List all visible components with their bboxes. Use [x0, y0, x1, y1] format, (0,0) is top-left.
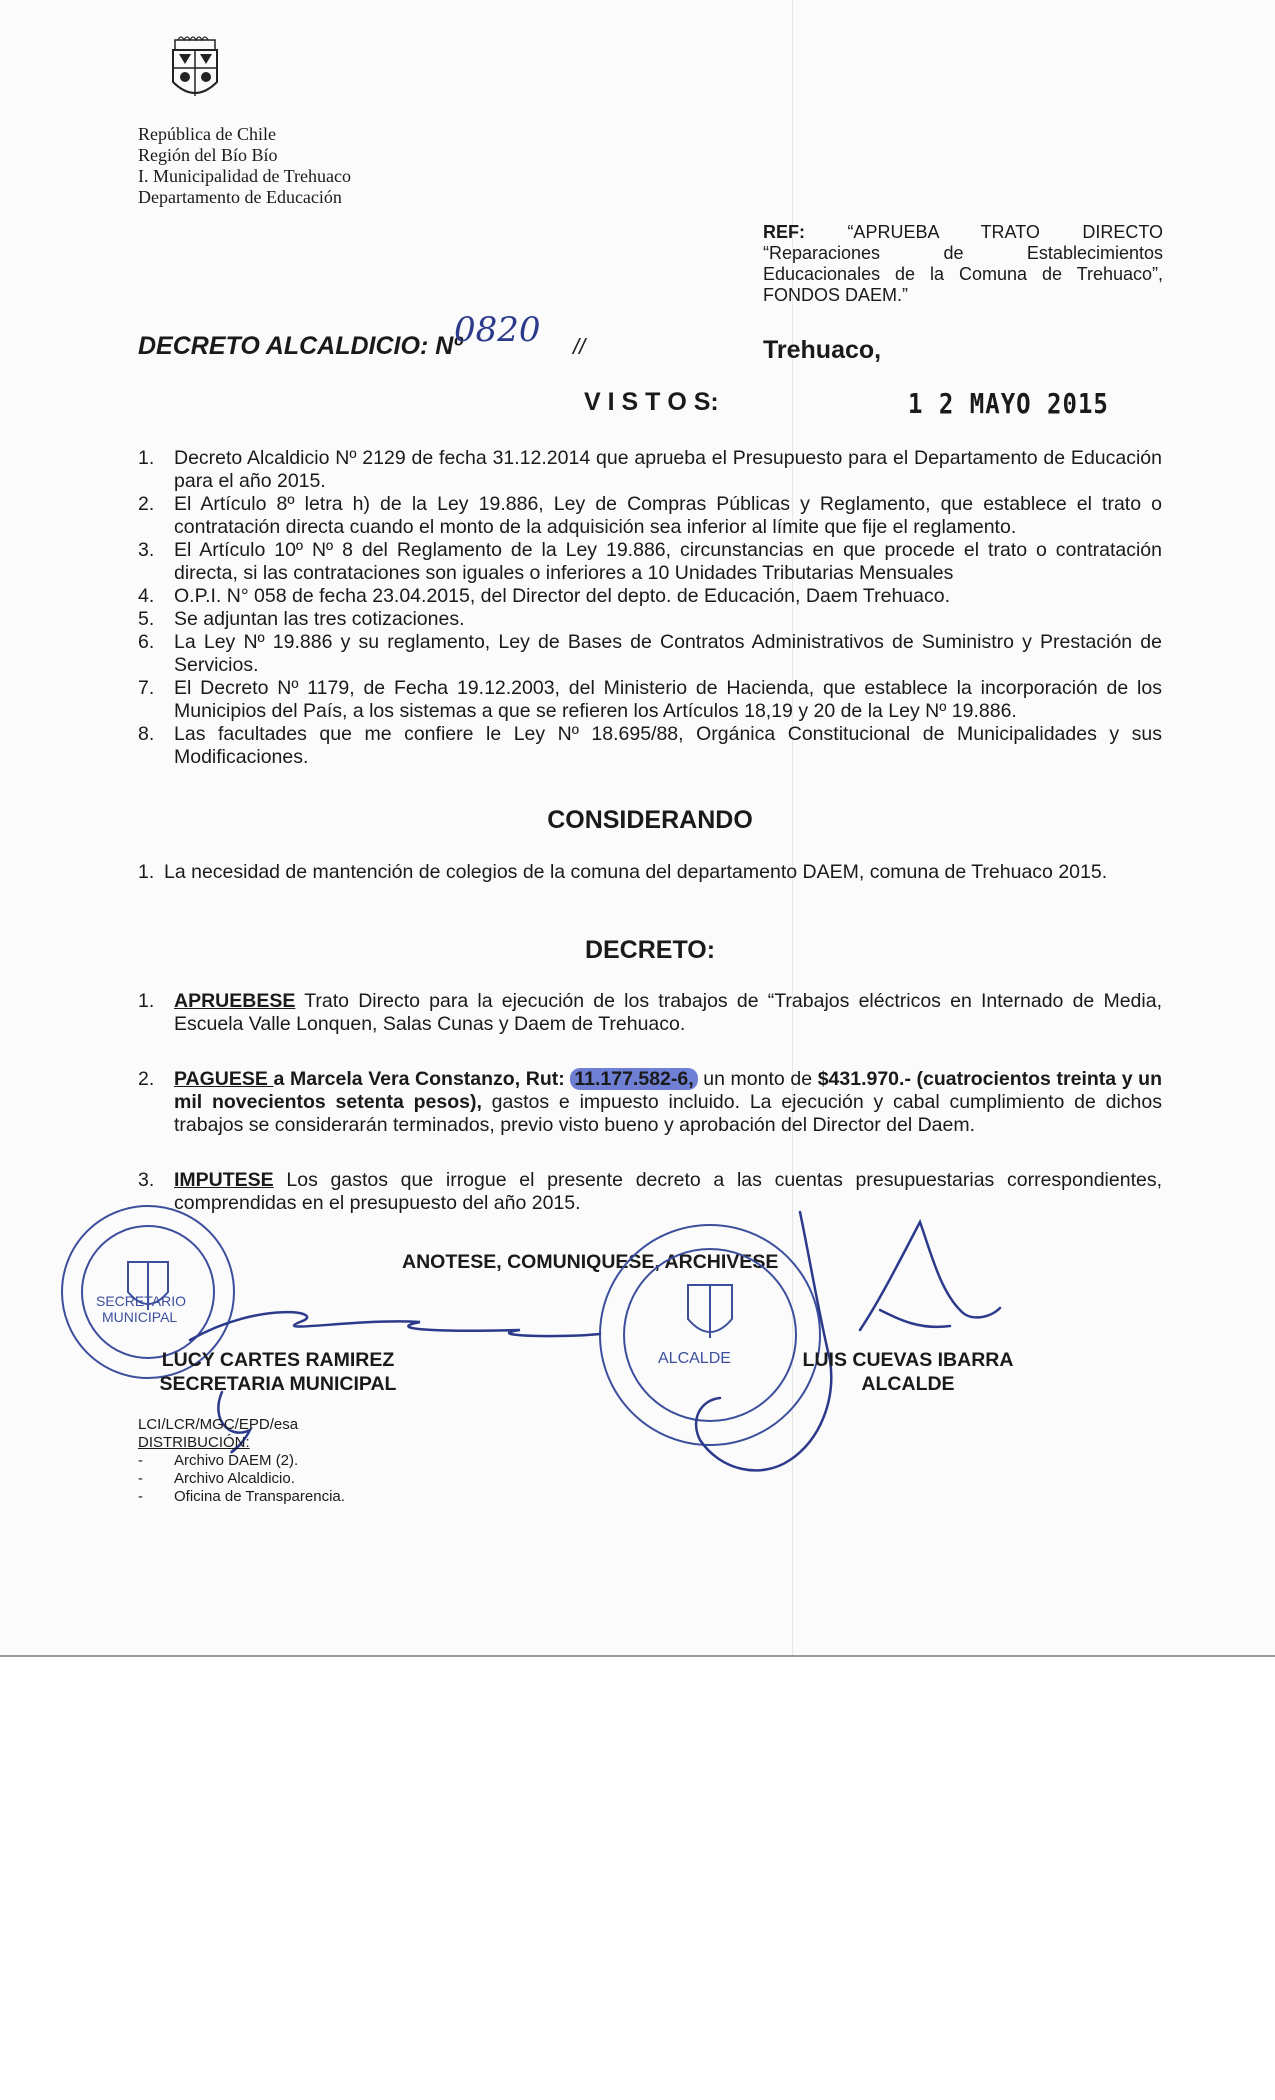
right-official-stamp — [600, 1225, 820, 1445]
list-item: - Archivo Alcaldicio. — [138, 1470, 295, 1487]
amount: $431.970.- (cuatrocientos treinta y un mil novecientos setenta pesos), — [174, 1068, 1163, 1113]
org-line-municipality: I. Municipalidad de Trehuaco — [138, 166, 351, 186]
decree-title: DECRETO ALCALDICIO: Nº — [138, 332, 463, 360]
list-item: 1. La necesidad de mantención de colegios de la comuna del departamento DAEM, comuna de Trehuaco 2015. — [138, 861, 1108, 883]
decreto-item-3: 3. IMPUTESE Los gastos que irrogue el presente decreto a las cuentas presupuestarias correspondientes, comprendidas en el presupuesto del año 2015. — [138, 1169, 1162, 1214]
decree-number-handwritten: 0820 — [454, 310, 541, 350]
decreto-item-2: 2. PAGUESE a Marcela Vera Constanzo, Rut: 11.177.582-6, un monto de $431.970.- (cuatrocientos treinta y un mil novecientos setenta pesos), gastos e impuesto incluido. La ejecución y cabal cumplimiento de dichos trabajos se considerarán terminados, previo visto bueno y aprobación del Director del Daem. — [138, 1068, 1163, 1136]
secretary-name: LUCY CARTES RAMIREZ — [161, 1349, 395, 1371]
paguese-label: PAGUESE — [174, 1068, 274, 1090]
imputese-label: IMPUTESE — [174, 1169, 274, 1191]
considerando-heading: CONSIDERANDO — [547, 806, 753, 834]
rut-highlight: 11.177.582-6, — [570, 1068, 697, 1090]
initials: LCI/LCR/MGC/EPD/esa — [138, 1416, 299, 1433]
org-line-department: Departamento de Educación — [138, 187, 342, 207]
mayor-role: ALCALDE — [861, 1373, 955, 1395]
list-item: 7. El Decreto Nº 1179, de Fecha 19.12.2003, del Ministerio de Hacienda, que establece la incorporación de los Municipios del País, a los sistemas a que se refieren los Artículos 18,19 y 20 de la Ley Nº 19.886. — [138, 677, 1162, 722]
list-item: 1. Decreto Alcaldicio Nº 2129 de fecha 31.12.2014 que aprueba el Presupuesto para el Departamento de Educación para el año 2015. — [138, 447, 1162, 492]
distribution-label: DISTRIBUCIÓN: — [138, 1434, 250, 1451]
ref-text: “APRUEBA TRATO DIRECTO “Reparaciones de Establecimientos Educacionales de la Comuna de Trehuaco”, FONDOS DAEM.” — [763, 222, 1163, 305]
ref-label: REF: — [763, 222, 805, 242]
list-item: 3. El Artículo 10º Nº 8 del Reglamento de la Ley 19.886, circunstancias en que procede el trato o contratación directa, si las contrataciones son iguales o inferiores a 10 Unidades Tributarias Mensuales — [138, 539, 1162, 584]
decreto-heading: DECRETO: — [584, 936, 716, 964]
org-line-region: Región del Bío Bío — [138, 145, 278, 165]
secretary-role: SECRETARIA MUNICIPAL — [159, 1373, 397, 1395]
org-line-country: República de Chile — [138, 124, 276, 144]
closing-formula: ANOTESE, COMUNIQUESE, ARCHIVESE — [402, 1251, 779, 1273]
date-stamp: 1 2 MAYO 2015 — [908, 387, 1109, 421]
footer — [138, 1416, 345, 1506]
apruebese-label: APRUEBESE — [174, 990, 296, 1012]
list-item: 5. Se adjuntan las tres cotizaciones. — [138, 608, 465, 630]
list-item: - Archivo DAEM (2). — [138, 1452, 299, 1469]
list-item: 2. El Artículo 8º letra h) de la Ley 19.886, Ley de Compras Públicas y Reglamento, que establece el trato o contratación directa cuando el monto de la adquisición sea inferior al límite que fije el reglamento. — [138, 493, 1162, 538]
list-item: - Oficina de Transparencia. — [138, 1488, 345, 1505]
list-item: 6. La Ley Nº 19.886 y su reglamento, Ley de Bases de Contratos Administrativos de Suministro y Prestación de Servicios. — [138, 631, 1162, 676]
signature-block-secretary — [138, 1348, 418, 1396]
vistos-heading: V I S T O S: — [584, 388, 719, 416]
signature-block-mayor — [768, 1348, 1048, 1396]
place-label: Trehuaco, — [763, 336, 882, 364]
left-stamp-line-1: SECRETARIO — [96, 1293, 186, 1309]
list-item: 8. Las facultades que me confiere le Ley Nº 18.695/88, Orgánica Constitucional de Municipalidades y sus Modificaciones. — [138, 723, 1162, 768]
list-item: 4. O.P.I. N° 058 de fecha 23.04.2015, del Director del depto. de Educación, Daem Trehuaco. — [138, 585, 951, 607]
right-signature — [696, 1212, 1000, 1470]
left-stamp-line-2: MUNICIPAL — [102, 1309, 178, 1325]
right-stamp-line: ALCALDE — [658, 1350, 731, 1367]
decreto-item-1: 1. APRUEBESE Trato Directo para la ejecución de los trabajos de “Trabajos eléctricos en Internado de Media, Escuela Valle Lonquen, Salas Cunas y Daem de Trehuaco. — [138, 990, 1162, 1035]
mayor-name: LUIS CUEVAS IBARRA — [802, 1349, 1014, 1371]
decree-slashes: // — [573, 334, 586, 359]
